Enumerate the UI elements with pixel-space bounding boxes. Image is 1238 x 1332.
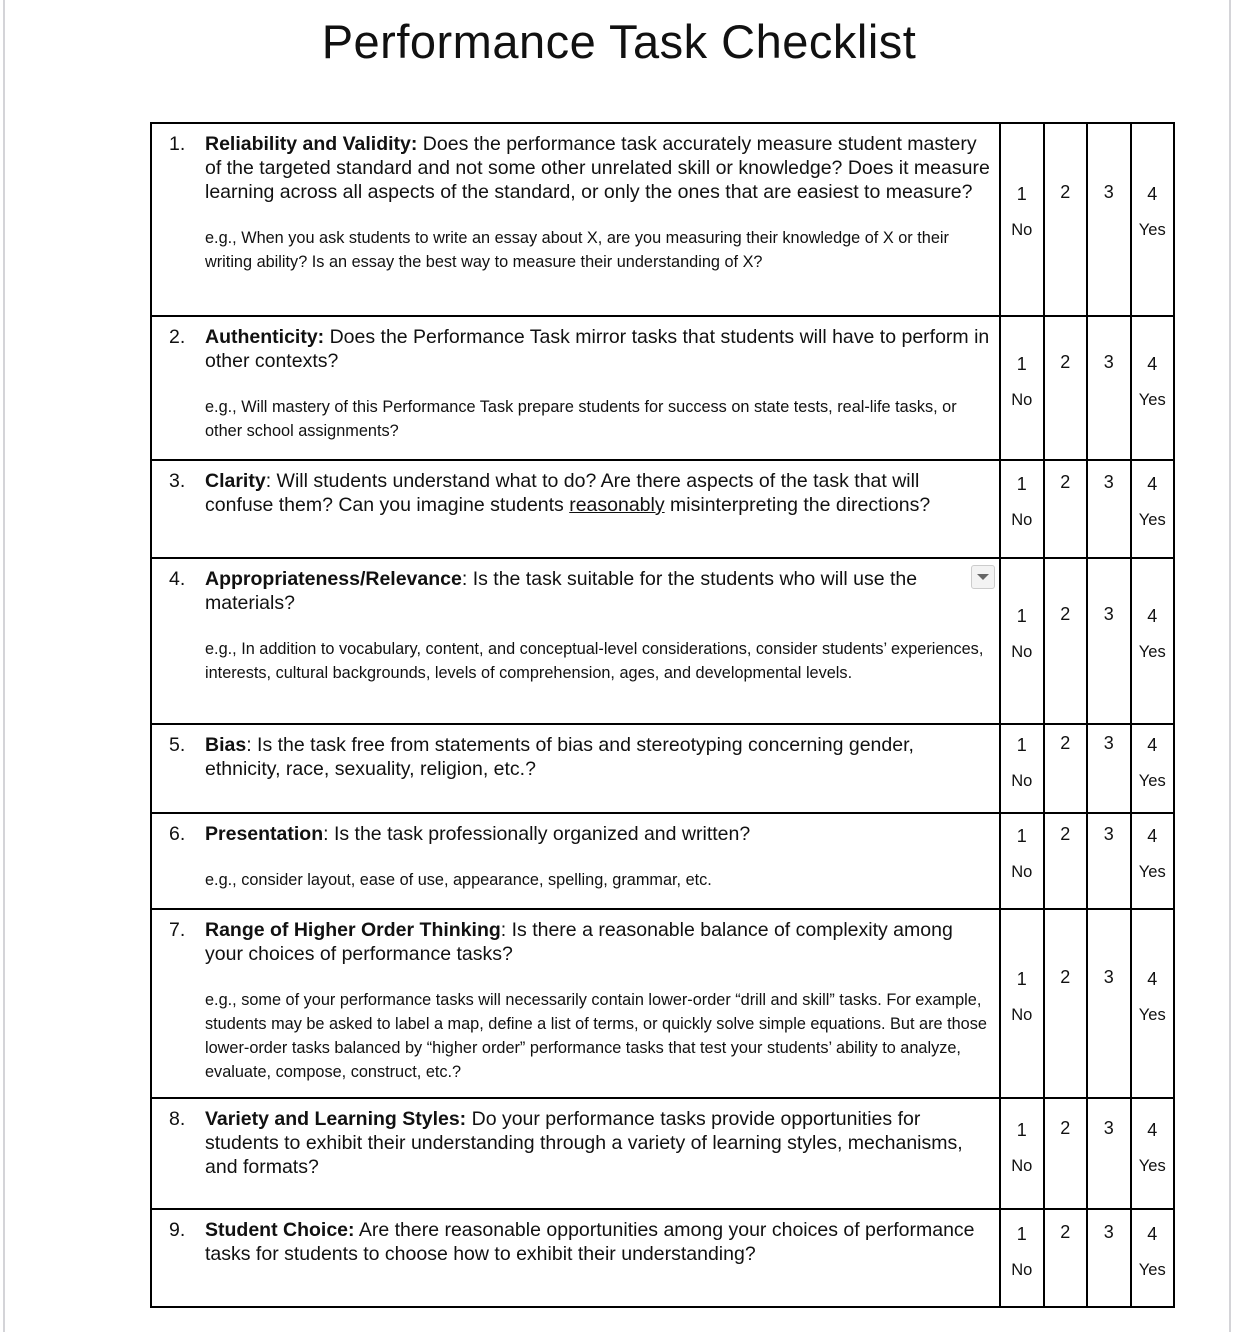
rating-cell-1[interactable] (999, 1099, 1043, 1208)
rating-label-no: No (1011, 1261, 1033, 1279)
criterion-number: 8. (169, 1108, 186, 1130)
rating-cell-1[interactable] (999, 559, 1043, 723)
rating-label-no: No (1011, 772, 1033, 790)
criterion-question: Does the Performance Task mirror tasks that students will have to perform in other contexts? (205, 326, 990, 372)
rating-value: 3 (1103, 472, 1114, 492)
rating-cell-4[interactable] (1130, 725, 1174, 812)
criterion-cell (152, 814, 999, 908)
rating-cell-2[interactable] (1043, 1210, 1087, 1306)
criterion-label: Reliability and Validity: (205, 133, 418, 155)
rating-label-no: No (1011, 391, 1033, 409)
rating-value: 4 (1147, 1120, 1158, 1140)
rating-value: 2 (1060, 182, 1071, 202)
rating-value: 3 (1103, 967, 1114, 987)
criterion-cell (152, 1210, 999, 1306)
rating-value: 2 (1060, 604, 1071, 624)
criterion-number: 1. (169, 133, 186, 155)
criterion-label: Appropriateness/Relevance (205, 568, 462, 590)
criterion-text (205, 918, 993, 966)
criterion-cell (152, 559, 999, 723)
criterion-text (205, 469, 993, 517)
rating-cell-2[interactable] (1043, 1099, 1087, 1208)
rating-label-no: No (1011, 1006, 1033, 1024)
underlined-word: reasonably (569, 494, 665, 516)
rating-value: 4 (1147, 606, 1158, 626)
rating-cell-2[interactable] (1043, 461, 1087, 557)
rating-value: 4 (1147, 735, 1158, 755)
rating-value: 1 (1016, 1224, 1027, 1244)
criterion-cell (152, 461, 999, 557)
criterion-label: Presentation (205, 823, 324, 845)
rating-value: 3 (1103, 182, 1114, 202)
checklist-row (152, 908, 1173, 1097)
rating-value: 4 (1147, 969, 1158, 989)
rating-label-yes: Yes (1138, 511, 1166, 529)
rating-value: 1 (1016, 474, 1027, 494)
criterion-question-end: misinterpreting the directions? (664, 494, 931, 516)
criterion-question: Do your performance tasks provide opportunities for students to exhibit their understanding through a variety of learning styles, mechanisms, and formats? (205, 1108, 963, 1178)
rating-value: 2 (1060, 824, 1071, 844)
rating-value: 1 (1016, 184, 1027, 204)
rating-value: 1 (1016, 826, 1027, 846)
rating-cell-3[interactable] (1086, 1099, 1130, 1208)
rating-cell-3[interactable] (1086, 461, 1130, 557)
criterion-question: : Will students understand what to do? Are there aspects of the task that will confuse them? Can you imagine students (205, 470, 920, 516)
page-edge-left (3, 0, 5, 1332)
rating-cell-2[interactable] (1043, 910, 1087, 1097)
rating-value: 3 (1103, 604, 1114, 624)
rating-cell-1[interactable] (999, 814, 1043, 908)
criterion-number: 6. (169, 823, 186, 845)
rating-cell-1[interactable] (999, 1210, 1043, 1306)
rating-label-no: No (1011, 1157, 1033, 1175)
rating-value: 1 (1016, 606, 1027, 626)
checklist-row (152, 723, 1173, 812)
criterion-example: e.g., When you ask students to write an essay about X, are you measuring their knowledge of X or their writing ability? Is an essay the best way to measure their understanding of X? (205, 229, 949, 271)
criterion-label: Authenticity: (205, 326, 325, 348)
rating-cell-4[interactable] (1130, 461, 1174, 557)
rating-value: 1 (1016, 354, 1027, 374)
rating-cell-1[interactable] (999, 910, 1043, 1097)
criterion-question: : Is there a reasonable balance of complexity among your choices of performance tasks? (205, 919, 953, 965)
rating-label-yes: Yes (1138, 643, 1166, 661)
rating-value: 4 (1147, 354, 1158, 374)
criterion-text (205, 822, 750, 846)
rating-cell-2[interactable] (1043, 814, 1087, 908)
rating-cell-4[interactable] (1130, 814, 1174, 908)
criterion-label: Variety and Learning Styles: (205, 1108, 467, 1130)
rating-value: 3 (1103, 1118, 1114, 1138)
rating-cell-4[interactable] (1130, 559, 1174, 723)
checklist-row (152, 1208, 1173, 1306)
rating-value: 3 (1103, 352, 1114, 372)
rating-cell-1[interactable] (999, 725, 1043, 812)
rating-cell-1[interactable] (999, 461, 1043, 557)
rating-cell-3[interactable] (1086, 317, 1130, 459)
rating-label-yes: Yes (1138, 863, 1166, 881)
checklist-row (152, 1097, 1173, 1208)
rating-value: 1 (1016, 735, 1027, 755)
checklist-table (150, 122, 1175, 1308)
checklist-row (152, 812, 1173, 908)
rating-value: 2 (1060, 733, 1071, 753)
rating-cell-3[interactable] (1086, 559, 1130, 723)
rating-value: 1 (1016, 1120, 1027, 1140)
criterion-label: Range of Higher Order Thinking (205, 919, 501, 941)
criterion-cell (152, 317, 999, 459)
criterion-cell (152, 725, 999, 812)
criterion-number: 2. (169, 326, 186, 348)
rating-cell-3[interactable] (1086, 725, 1130, 812)
rating-label-yes: Yes (1138, 1157, 1166, 1175)
criterion-question: : Is the task professionally organized and written? (323, 823, 751, 845)
rating-value: 3 (1103, 1222, 1114, 1242)
criterion-example: e.g., consider layout, ease of use, appearance, spelling, grammar, etc. (205, 871, 712, 889)
rating-value: 4 (1147, 474, 1158, 494)
criterion-number: 9. (169, 1219, 186, 1241)
criterion-text (205, 325, 993, 373)
criterion-example: e.g., Will mastery of this Performance Task prepare students for success on state tests, real-life tasks, or other school assignments? (205, 398, 957, 440)
criterion-number: 3. (169, 470, 186, 492)
checklist-row (152, 557, 1173, 723)
criterion-question: : Is the task free from statements of bias and stereotyping concerning gender, ethnicity, race, sexuality, religion, etc.? (205, 734, 914, 780)
rating-value: 4 (1147, 826, 1158, 846)
rating-label-no: No (1011, 221, 1033, 239)
rating-value: 3 (1103, 733, 1114, 753)
rating-cell-4[interactable] (1130, 124, 1174, 315)
criterion-number: 4. (169, 568, 186, 590)
rating-label-yes: Yes (1138, 1006, 1166, 1024)
page-edge-right (1229, 0, 1231, 1332)
checklist-row (152, 459, 1173, 557)
rating-cell-3[interactable] (1086, 1210, 1130, 1306)
criterion-label: Clarity (205, 470, 266, 492)
page-title: Performance Task Checklist (321, 15, 917, 68)
rating-value: 2 (1060, 472, 1071, 492)
rating-cell-4[interactable] (1130, 317, 1174, 459)
rating-cell-4[interactable] (1130, 1210, 1174, 1306)
rating-label-yes: Yes (1138, 391, 1166, 409)
rating-value: 4 (1147, 184, 1158, 204)
rating-cell-2[interactable] (1043, 559, 1087, 723)
rating-label-no: No (1011, 643, 1033, 661)
criterion-number: 5. (169, 734, 186, 756)
criterion-cell (152, 1099, 999, 1208)
rating-cell-2[interactable] (1043, 124, 1087, 315)
rating-label-no: No (1011, 863, 1033, 881)
rating-cell-3[interactable] (1086, 814, 1130, 908)
rating-value: 1 (1016, 969, 1027, 989)
rating-cell-1[interactable] (999, 124, 1043, 315)
criterion-question: Are there reasonable opportunities among your choices of performance tasks for students to choose how to exhibit their understanding? (205, 1219, 975, 1265)
rating-cell-1[interactable] (999, 317, 1043, 459)
criterion-example: e.g., some of your performance tasks will necessarily contain lower-order “drill and skill” tasks. For example, students may be asked to label a map, define a list of terms, or quickly solve simple equations. But are those lower-order tasks balanced by “higher order” performance tasks that test your students’ ability to analyze, evaluate, compose, construct, etc.? (205, 991, 987, 1081)
criterion-label: Bias (205, 734, 247, 756)
criterion-text (205, 132, 993, 204)
rating-value: 2 (1060, 352, 1071, 372)
rating-value: 2 (1060, 1118, 1071, 1138)
criterion-text (205, 1107, 993, 1179)
criterion-text (205, 1218, 993, 1266)
dropdown-arrow-icon[interactable] (971, 565, 995, 589)
criterion-question: Does the performance task accurately measure student mastery of the targeted standard and not some other unrelated skill or knowledge? Does it measure learning across all aspects of the standard, or only the ones that are easiest to measure? (205, 133, 990, 203)
rating-cell-2[interactable] (1043, 725, 1087, 812)
rating-label-no: No (1011, 511, 1033, 529)
rating-cell-4[interactable] (1130, 910, 1174, 1097)
checklist-row (152, 315, 1173, 459)
rating-label-yes: Yes (1138, 221, 1166, 239)
criterion-number: 7. (169, 919, 186, 941)
criterion-example: e.g., In addition to vocabulary, content, and conceptual-level considerations, consider students’ experiences, interests, cultural backgrounds, levels of comprehension, ages, and developmental levels. (205, 640, 984, 682)
rating-value: 2 (1060, 1222, 1071, 1242)
rating-cell-4[interactable] (1130, 1099, 1174, 1208)
rating-value: 2 (1060, 967, 1071, 987)
rating-value: 4 (1147, 1224, 1158, 1244)
criterion-label: Student Choice: (205, 1219, 355, 1241)
criterion-question: : Is the task suitable for the students who will use the materials? (205, 568, 918, 614)
criterion-text (205, 733, 993, 781)
rating-value: 3 (1103, 824, 1114, 844)
criterion-cell (152, 124, 999, 315)
rating-cell-3[interactable] (1086, 910, 1130, 1097)
criterion-cell (152, 910, 999, 1097)
checklist-row (152, 124, 1173, 315)
rating-label-yes: Yes (1138, 772, 1166, 790)
rating-label-yes: Yes (1138, 1261, 1166, 1279)
rating-cell-2[interactable] (1043, 317, 1087, 459)
rating-cell-3[interactable] (1086, 124, 1130, 315)
criterion-text (205, 567, 993, 615)
